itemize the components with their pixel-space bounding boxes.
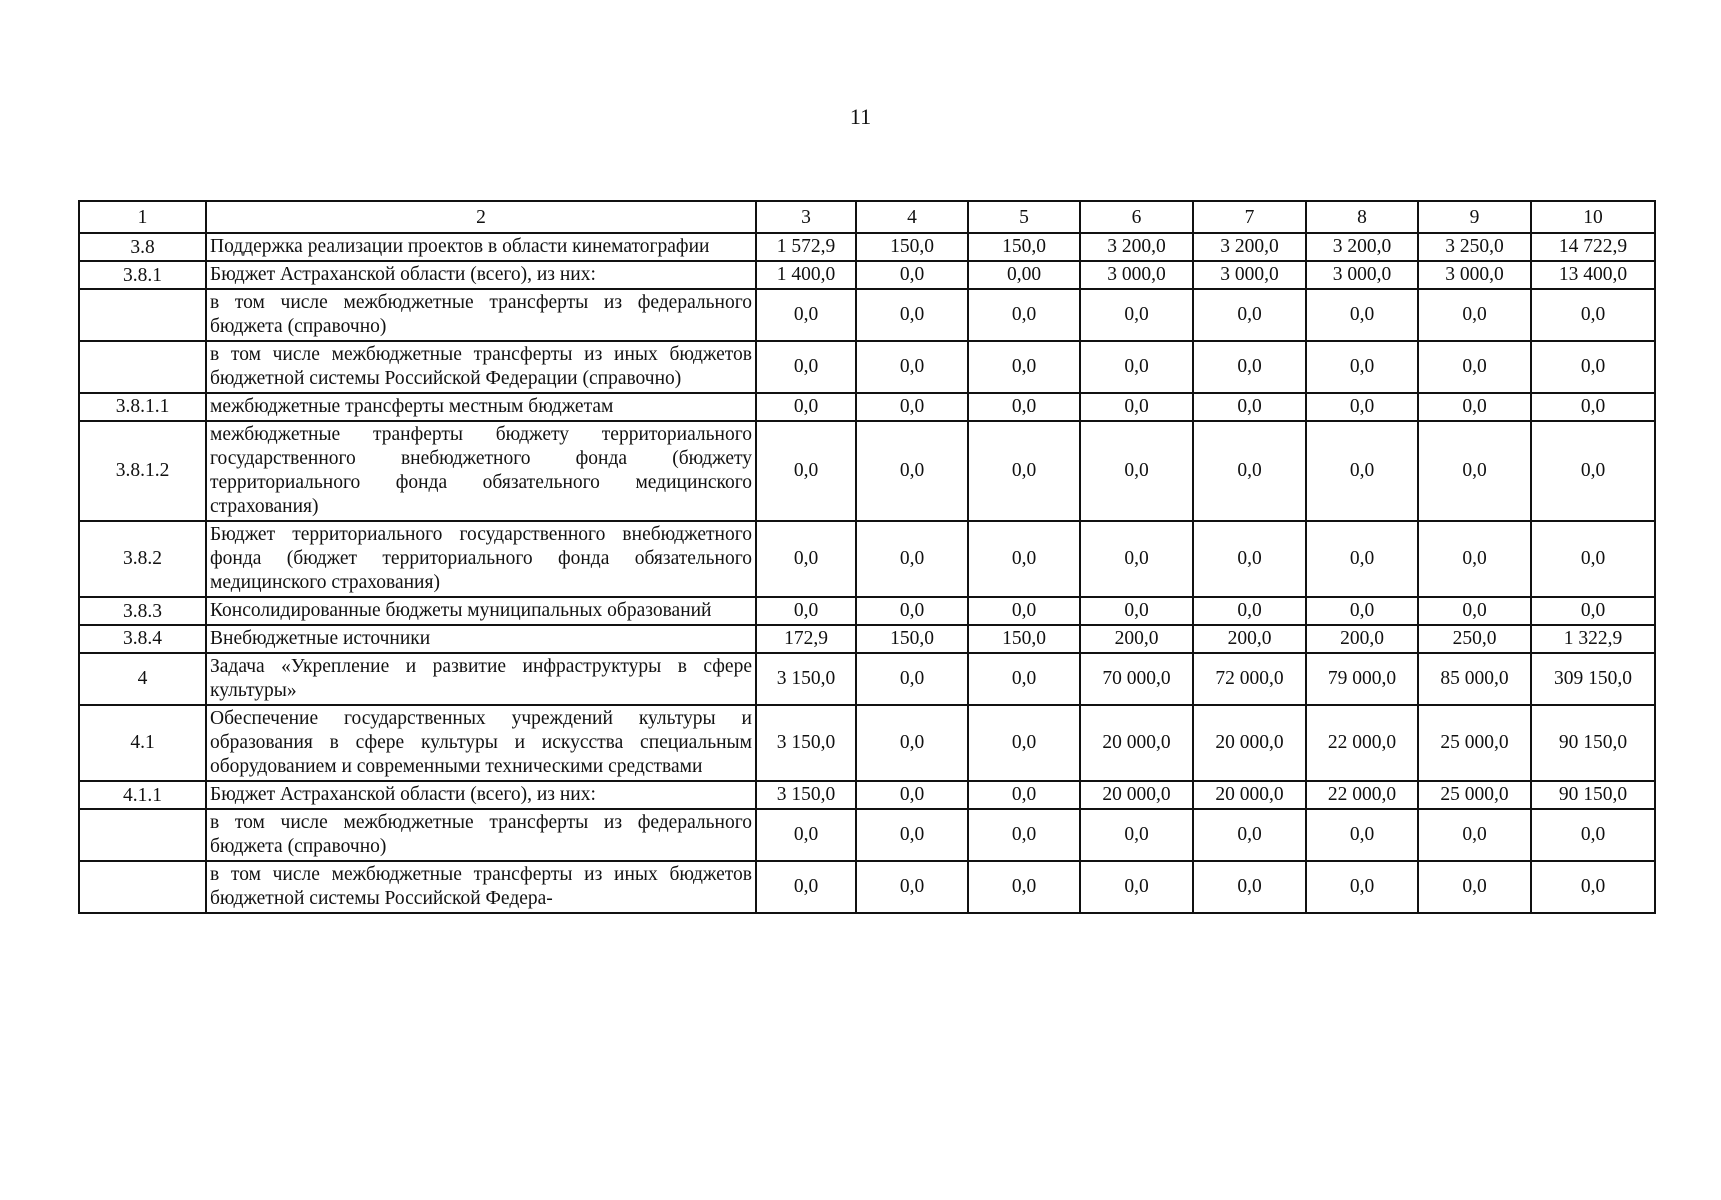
column-header: 7	[1193, 201, 1306, 233]
row-value: 0,0	[756, 421, 856, 521]
row-code: 3.8.1.2	[79, 421, 206, 521]
row-value: 79 000,0	[1306, 653, 1418, 705]
row-value: 150,0	[856, 233, 968, 261]
row-value: 0,0	[856, 809, 968, 861]
column-header: 3	[756, 201, 856, 233]
row-value: 0,0	[756, 289, 856, 341]
row-value: 3 000,0	[1080, 261, 1193, 289]
table-row	[79, 597, 1655, 625]
row-value: 0,0	[1080, 521, 1193, 597]
row-value: 0,0	[968, 289, 1080, 341]
row-code	[79, 341, 206, 393]
row-value: 0,0	[856, 261, 968, 289]
row-value: 3 000,0	[1418, 261, 1531, 289]
row-value: 0,0	[1080, 421, 1193, 521]
row-value: 0,0	[1080, 393, 1193, 421]
row-value: 0,0	[1531, 421, 1655, 521]
row-code	[79, 289, 206, 341]
row-value: 3 000,0	[1193, 261, 1306, 289]
row-value: 200,0	[1080, 625, 1193, 653]
row-value: 0,0	[968, 597, 1080, 625]
row-value: 172,9	[756, 625, 856, 653]
row-value: 72 000,0	[1193, 653, 1306, 705]
row-name: межбюджетные транферты бюджету территориального государственного внебюджетного фонда (бюджету территориального фонда обязательного медицинского страхования)	[206, 421, 756, 521]
row-value: 20 000,0	[1080, 705, 1193, 781]
row-value: 0,0	[1531, 809, 1655, 861]
table-header-row	[79, 201, 1655, 233]
row-value: 0,0	[968, 521, 1080, 597]
row-value: 70 000,0	[1080, 653, 1193, 705]
row-value: 3 000,0	[1306, 261, 1418, 289]
row-value: 0,0	[1193, 809, 1306, 861]
row-value: 0,0	[1531, 393, 1655, 421]
row-value: 0,0	[1531, 341, 1655, 393]
row-value: 0,0	[968, 393, 1080, 421]
row-value: 0,0	[1193, 421, 1306, 521]
table-row	[79, 233, 1655, 261]
row-code: 4	[79, 653, 206, 705]
row-value: 0,0	[1193, 861, 1306, 913]
row-value: 200,0	[1193, 625, 1306, 653]
row-code: 3.8.4	[79, 625, 206, 653]
row-value: 0,0	[1193, 521, 1306, 597]
row-value: 0,0	[1306, 597, 1418, 625]
row-value: 0,0	[856, 421, 968, 521]
row-value: 0,0	[1531, 861, 1655, 913]
column-header: 5	[968, 201, 1080, 233]
row-value: 1 572,9	[756, 233, 856, 261]
table-row	[79, 393, 1655, 421]
row-value: 0,0	[756, 521, 856, 597]
row-value: 0,0	[1418, 393, 1531, 421]
row-name: Консолидированные бюджеты муниципальных образований	[206, 597, 756, 625]
row-value: 20 000,0	[1193, 781, 1306, 809]
row-value: 150,0	[968, 233, 1080, 261]
column-header: 6	[1080, 201, 1193, 233]
row-name: Бюджет Астраханской области (всего), из них:	[206, 781, 756, 809]
row-value: 0,0	[968, 809, 1080, 861]
row-value: 0,0	[1080, 809, 1193, 861]
row-value: 0,0	[1531, 289, 1655, 341]
row-value: 14 722,9	[1531, 233, 1655, 261]
column-header: 1	[79, 201, 206, 233]
row-code: 3.8.1.1	[79, 393, 206, 421]
table-row	[79, 781, 1655, 809]
row-value: 0,0	[1418, 521, 1531, 597]
row-value: 22 000,0	[1306, 781, 1418, 809]
row-code: 3.8.1	[79, 261, 206, 289]
row-name: в том числе межбюджетные трансферты из иных бюджетов бюджетной системы Российской Федерации (справочно)	[206, 341, 756, 393]
row-name: Обеспечение государственных учреждений культуры и образования в сфере культуры и искусства специальным оборудованием и современными техническими средствами	[206, 705, 756, 781]
row-value: 0,0	[1080, 861, 1193, 913]
table-row	[79, 705, 1655, 781]
row-value: 0,0	[856, 341, 968, 393]
row-code	[79, 861, 206, 913]
row-value: 0,0	[1531, 597, 1655, 625]
row-value: 0,0	[1193, 341, 1306, 393]
row-value: 0,0	[1080, 289, 1193, 341]
row-value: 0,00	[968, 261, 1080, 289]
row-value: 150,0	[856, 625, 968, 653]
row-value: 0,0	[1306, 521, 1418, 597]
row-value: 0,0	[856, 653, 968, 705]
row-value: 0,0	[1193, 597, 1306, 625]
row-value: 0,0	[1306, 421, 1418, 521]
table-row	[79, 521, 1655, 597]
row-code: 3.8	[79, 233, 206, 261]
row-value: 0,0	[856, 705, 968, 781]
row-value: 3 200,0	[1080, 233, 1193, 261]
row-value: 0,0	[856, 861, 968, 913]
row-value: 0,0	[1418, 341, 1531, 393]
row-name: Бюджет Астраханской области (всего), из них:	[206, 261, 756, 289]
row-value: 0,0	[968, 653, 1080, 705]
row-value: 250,0	[1418, 625, 1531, 653]
row-value: 0,0	[1418, 809, 1531, 861]
row-value: 3 250,0	[1418, 233, 1531, 261]
row-value: 1 322,9	[1531, 625, 1655, 653]
row-value: 20 000,0	[1080, 781, 1193, 809]
row-value: 0,0	[1418, 861, 1531, 913]
row-value: 0,0	[968, 341, 1080, 393]
row-value: 0,0	[756, 861, 856, 913]
row-value: 0,0	[756, 393, 856, 421]
table-row	[79, 421, 1655, 521]
row-value: 0,0	[1306, 809, 1418, 861]
row-value: 0,0	[1306, 393, 1418, 421]
row-value: 13 400,0	[1531, 261, 1655, 289]
row-value: 0,0	[1418, 421, 1531, 521]
row-value: 85 000,0	[1418, 653, 1531, 705]
row-value: 0,0	[1193, 393, 1306, 421]
row-value: 0,0	[756, 341, 856, 393]
row-value: 3 150,0	[756, 781, 856, 809]
row-value: 0,0	[968, 705, 1080, 781]
row-value: 0,0	[968, 861, 1080, 913]
row-name: в том числе межбюджетные трансферты из федерального бюджета (справочно)	[206, 809, 756, 861]
row-value: 22 000,0	[1306, 705, 1418, 781]
row-value: 90 150,0	[1531, 781, 1655, 809]
row-value: 0,0	[1080, 597, 1193, 625]
table-row	[79, 809, 1655, 861]
row-name: Внебюджетные источники	[206, 625, 756, 653]
row-value: 309 150,0	[1531, 653, 1655, 705]
row-code: 4.1.1	[79, 781, 206, 809]
row-value: 90 150,0	[1531, 705, 1655, 781]
budget-table	[78, 200, 1656, 914]
row-value: 1 400,0	[756, 261, 856, 289]
row-value: 0,0	[1418, 289, 1531, 341]
row-value: 0,0	[1306, 341, 1418, 393]
row-name: в том числе межбюджетные трансферты из федерального бюджета (справочно)	[206, 289, 756, 341]
table-row	[79, 625, 1655, 653]
row-name: в том числе межбюджетные трансферты из иных бюджетов бюджетной системы Российской Федера-	[206, 861, 756, 913]
row-value: 0,0	[1193, 289, 1306, 341]
row-value: 0,0	[1306, 289, 1418, 341]
row-value: 150,0	[968, 625, 1080, 653]
row-value: 0,0	[756, 809, 856, 861]
row-value: 0,0	[856, 781, 968, 809]
row-value: 0,0	[856, 521, 968, 597]
row-value: 0,0	[968, 421, 1080, 521]
row-value: 200,0	[1306, 625, 1418, 653]
row-code: 3.8.3	[79, 597, 206, 625]
row-value: 3 150,0	[756, 705, 856, 781]
table-row	[79, 261, 1655, 289]
row-value: 0,0	[756, 597, 856, 625]
row-value: 0,0	[1080, 341, 1193, 393]
table-body	[79, 233, 1655, 913]
column-header: 8	[1306, 201, 1418, 233]
row-name: межбюджетные трансферты местным бюджетам	[206, 393, 756, 421]
row-code	[79, 809, 206, 861]
row-value: 3 200,0	[1306, 233, 1418, 261]
table-row	[79, 289, 1655, 341]
row-value: 0,0	[968, 781, 1080, 809]
row-value: 25 000,0	[1418, 705, 1531, 781]
row-value: 3 200,0	[1193, 233, 1306, 261]
column-header: 2	[206, 201, 756, 233]
column-header: 4	[856, 201, 968, 233]
row-value: 0,0	[1306, 861, 1418, 913]
table-row	[79, 861, 1655, 913]
row-value: 0,0	[856, 393, 968, 421]
row-value: 0,0	[856, 289, 968, 341]
row-value: 3 150,0	[756, 653, 856, 705]
row-value: 0,0	[1418, 597, 1531, 625]
column-header: 10	[1531, 201, 1655, 233]
row-code: 4.1	[79, 705, 206, 781]
row-value: 20 000,0	[1193, 705, 1306, 781]
row-code: 3.8.2	[79, 521, 206, 597]
row-value: 0,0	[856, 597, 968, 625]
row-value: 0,0	[1531, 521, 1655, 597]
table-row	[79, 653, 1655, 705]
row-name: Задача «Укрепление и развитие инфраструктуры в сфере культуры»	[206, 653, 756, 705]
row-name: Бюджет территориального государственного внебюджетного фонда (бюджет территориального фонда обязательного медицинского страхования)	[206, 521, 756, 597]
row-name: Поддержка реализации проектов в области кинематографии	[206, 233, 756, 261]
page-number: 11	[849, 104, 872, 129]
table-row	[79, 341, 1655, 393]
row-value: 25 000,0	[1418, 781, 1531, 809]
column-header: 9	[1418, 201, 1531, 233]
